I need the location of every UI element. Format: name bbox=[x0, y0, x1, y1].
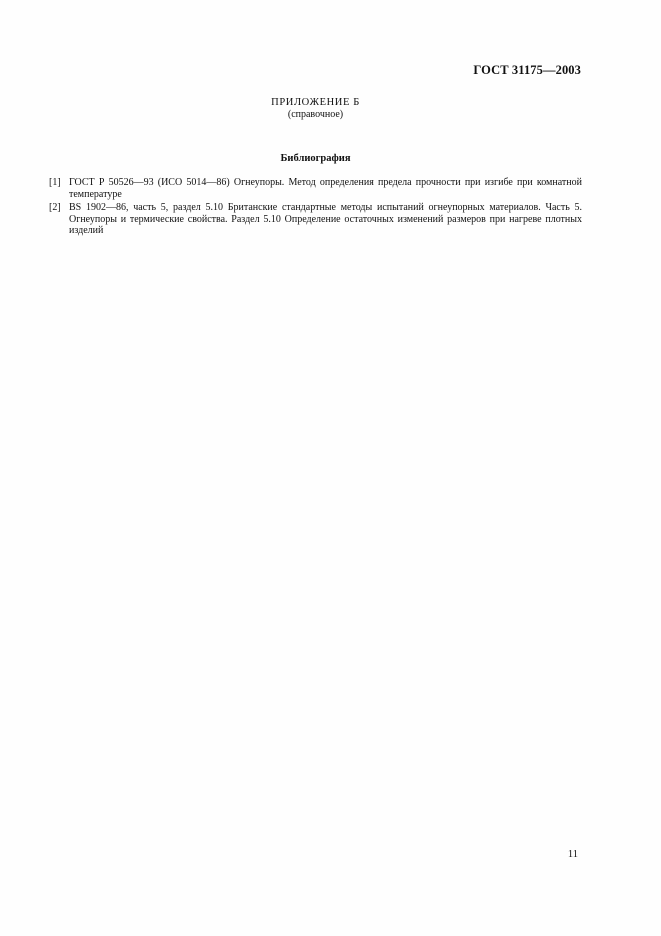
page-number: 11 bbox=[567, 849, 578, 860]
bibliography-list bbox=[49, 177, 582, 239]
appendix-title: ПРИЛОЖЕНИЕ Б bbox=[271, 97, 360, 108]
appendix-note: (справочное) bbox=[287, 109, 344, 120]
bibliography-item-text: BS 1902—86, часть 5, раздел 5.10 Британские стандартные методы испытаний огнеупорных материалов. Часть 5. Огнеупоры и термические свойства. Раздел 5.10 Определение остаточных изменений размеров при нагреве плотных изделий bbox=[69, 202, 582, 236]
bibliography-item-text: ГОСТ Р 50526—93 (ИСО 5014—86) Огнеупоры. Метод определения предела прочности при изгибе при комнатной температуре bbox=[69, 177, 582, 200]
appendix-heading bbox=[0, 97, 646, 120]
bibliography-item-number: [2] bbox=[49, 202, 61, 213]
bibliography-item bbox=[49, 177, 582, 200]
standard-code-header: ГОСТ 31175—2003 bbox=[473, 63, 581, 77]
bibliography-title: Библиография bbox=[280, 153, 351, 164]
bibliography-item bbox=[49, 202, 582, 237]
bibliography-item-number: [1] bbox=[49, 177, 61, 188]
